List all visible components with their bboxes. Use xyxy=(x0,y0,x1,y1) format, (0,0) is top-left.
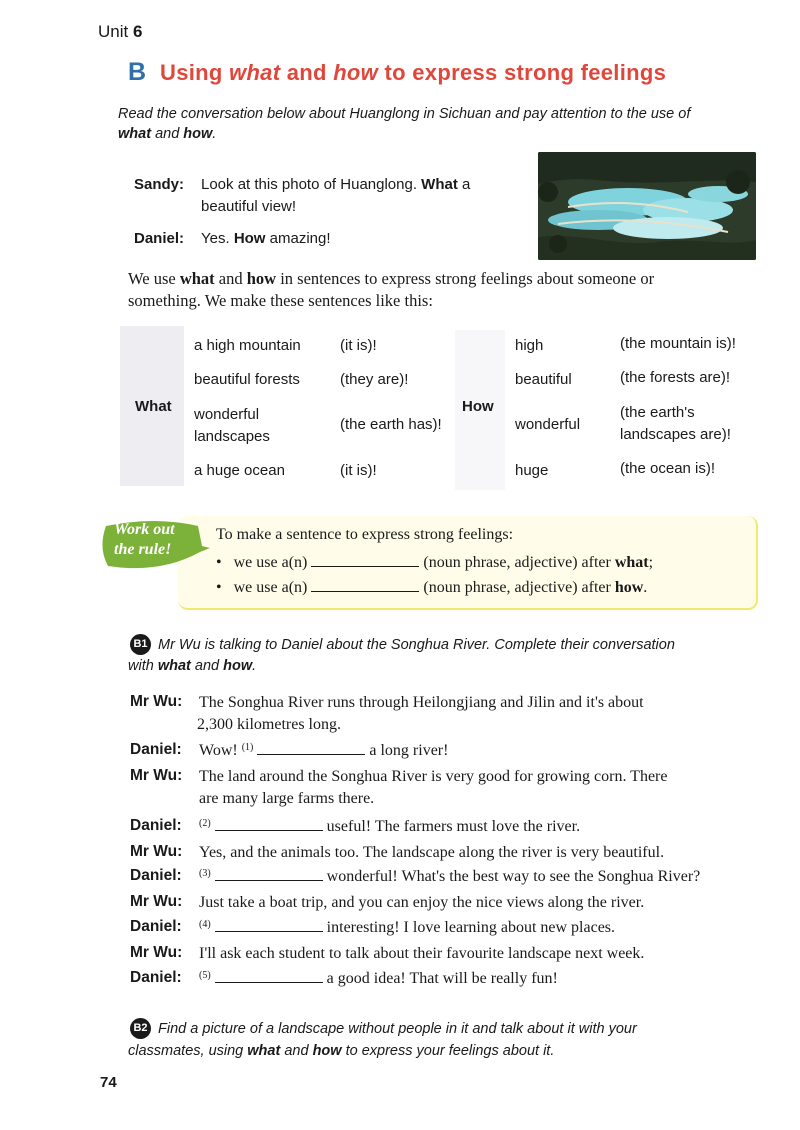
blank-number: (5) xyxy=(199,970,211,981)
what-end: (it is)! xyxy=(340,462,377,479)
line-text: Wow! xyxy=(199,742,242,759)
unit-number: 6 xyxy=(132,22,143,41)
rule-text: we use a(n) xyxy=(233,579,308,596)
title-part: and xyxy=(280,60,334,85)
how-label: How xyxy=(462,398,494,415)
kw-how: how xyxy=(223,658,253,674)
conversation-line: Yes, and the animals too. The landscape along the river is very beautiful. xyxy=(199,844,665,861)
title-what: what xyxy=(229,60,281,85)
end-line: landscapes are)! xyxy=(620,426,731,443)
sandy-line xyxy=(201,174,531,218)
bullet: • xyxy=(216,579,222,596)
how-end: (the forests are)! xyxy=(620,369,731,386)
kw-what: what xyxy=(179,269,215,288)
kw-how: How xyxy=(233,230,266,247)
b2-instruction: Find a picture of a landscape without people in it and talk about it with your xyxy=(158,1021,637,1037)
section-title xyxy=(160,60,666,86)
conversation-line xyxy=(199,766,764,810)
kw-what: what xyxy=(118,126,152,142)
kw-what: What xyxy=(421,176,458,193)
instruction-line: Mr Wu is talking to Daniel about the Songhua River. Complete their conversation xyxy=(158,637,675,653)
blank-number: (4) xyxy=(199,919,211,930)
rule-text: (noun phrase, adjective) after xyxy=(423,554,615,571)
explanation-line xyxy=(128,268,758,290)
badge-line: Work out xyxy=(114,521,175,538)
answer-blank[interactable] xyxy=(311,552,419,567)
dialogue-line xyxy=(201,174,531,196)
answer-blank[interactable] xyxy=(215,866,323,881)
speaker-daniel: Daniel: xyxy=(130,969,182,986)
title-part: Using xyxy=(160,60,230,85)
unit-label xyxy=(98,22,142,42)
page-number: 74 xyxy=(100,1074,117,1091)
line-text: are many large farms there. xyxy=(199,790,375,807)
daniel-line xyxy=(201,228,331,250)
kw-how: how xyxy=(246,269,277,288)
blank-number: (2) xyxy=(199,818,211,829)
instruction-line xyxy=(118,124,758,144)
line-text: interesting! I love learning about new places. xyxy=(322,919,616,936)
dialogue-line: beautiful view! xyxy=(201,198,297,215)
what-phrase: a huge ocean xyxy=(194,462,285,479)
b2-badge: B2 xyxy=(130,1018,151,1039)
exp-part: We use xyxy=(128,269,180,288)
dlg-part: amazing! xyxy=(265,230,331,247)
how-adj: beautiful xyxy=(515,371,572,388)
b1-badge: B1 xyxy=(130,634,151,655)
phrase-line: landscapes xyxy=(194,428,270,445)
speaker-mr-wu: Mr Wu: xyxy=(130,944,183,961)
dlg-part: Look at this photo of Huanglong. xyxy=(201,176,422,193)
end-line: (the earth's xyxy=(620,404,695,421)
instruction-line: Read the conversation below about Huanglong in Sichuan and pay attention to the use of xyxy=(118,106,691,122)
how-end: (the ocean is)! xyxy=(620,460,716,477)
blank-number: (1) xyxy=(241,742,254,753)
rule-item-how xyxy=(216,577,647,597)
what-end: (they are)! xyxy=(340,371,409,388)
speaker-daniel: Daniel: xyxy=(130,741,182,758)
how-adj: wonderful xyxy=(515,416,581,433)
line-text: a long river! xyxy=(365,742,449,759)
b2-instruction-line2 xyxy=(128,1041,748,1061)
section-letter: B xyxy=(128,58,147,86)
conversation-line xyxy=(199,917,615,941)
instruction-word: and xyxy=(280,1043,313,1059)
conversation-line xyxy=(199,816,580,840)
explanation-line: something. We make these sentences like this: xyxy=(128,291,433,310)
instruction-word: . xyxy=(252,658,257,674)
b1-instruction-line2 xyxy=(128,656,728,676)
what-label: What xyxy=(135,398,172,415)
what-phrase: a high mountain xyxy=(194,337,301,354)
answer-blank[interactable] xyxy=(215,917,323,932)
conversation-line xyxy=(199,692,759,736)
badge-line: the rule! xyxy=(114,541,172,558)
speaker-mr-wu: Mr Wu: xyxy=(130,893,183,910)
what-end: (the earth has)! xyxy=(340,416,442,433)
exp-part: and xyxy=(214,269,247,288)
dlg-part: Yes. xyxy=(201,230,234,247)
rule-text: (noun phrase, adjective) after xyxy=(423,579,615,596)
bullet: • xyxy=(216,554,222,571)
section-instruction xyxy=(118,104,758,144)
instruction-word: and xyxy=(155,126,180,142)
blank-number: (3) xyxy=(199,868,211,879)
unit-word: Unit xyxy=(98,22,129,41)
kw-how: how xyxy=(614,579,644,596)
b1-instruction xyxy=(158,635,758,655)
line-text: The land around the Songhua River is very good for growing corn. There xyxy=(199,768,668,785)
line-text: useful! The farmers must love the river. xyxy=(322,818,581,835)
speaker-mr-wu: Mr Wu: xyxy=(130,843,183,860)
speaker-sandy: Sandy: xyxy=(134,176,185,193)
speaker-daniel: Daniel: xyxy=(134,230,185,247)
answer-blank[interactable] xyxy=(311,577,419,592)
what-end: (it is)! xyxy=(340,337,377,354)
how-adj: high xyxy=(515,337,544,354)
exp-part: in sentences to express strong feelings about someone or xyxy=(276,269,655,288)
conversation-line: Just take a boat trip, and you can enjoy the nice views along the river. xyxy=(199,894,645,911)
speaker-mr-wu: Mr Wu: xyxy=(130,693,183,710)
conversation-line xyxy=(199,740,448,764)
instruction-word: classmates, using xyxy=(128,1043,248,1059)
line-text: a good idea! That will be really fun! xyxy=(322,970,558,987)
conversation-line xyxy=(199,968,558,992)
speaker-mr-wu: Mr Wu: xyxy=(130,767,183,784)
instruction-word: . xyxy=(212,126,217,142)
kw-how: how xyxy=(183,126,213,142)
kw-what: what xyxy=(157,658,191,674)
line-text: wonderful! What's the best way to see the Songhua River? xyxy=(322,868,701,885)
work-out-the-rule-badge xyxy=(100,518,210,574)
answer-blank[interactable] xyxy=(215,816,323,831)
speaker-daniel: Daniel: xyxy=(130,817,182,834)
rule-text: ; xyxy=(648,554,654,571)
kw-what: what xyxy=(614,554,649,571)
huanglong-photo xyxy=(538,152,756,260)
instruction-word: and xyxy=(190,658,224,674)
title-part: to express strong feelings xyxy=(378,60,667,85)
rule-text: . xyxy=(643,579,648,596)
speaker-daniel: Daniel: xyxy=(130,867,182,884)
how-end xyxy=(620,402,731,446)
how-adj: huge xyxy=(515,462,549,479)
rule-text: we use a(n) xyxy=(233,554,308,571)
instruction-word: to express your feelings about it. xyxy=(341,1043,555,1059)
kw-how: how xyxy=(312,1043,342,1059)
instruction-word: with xyxy=(128,658,158,674)
what-phrase: beautiful forests xyxy=(194,371,300,388)
kw-what: what xyxy=(247,1043,281,1059)
dlg-part: a xyxy=(457,176,471,193)
how-end: (the mountain is)! xyxy=(620,335,736,352)
title-how: how xyxy=(333,60,379,85)
what-phrase xyxy=(194,404,270,448)
line-text: 2,300 kilometres long. xyxy=(197,716,341,733)
rule-intro: To make a sentence to express strong feelings: xyxy=(216,526,514,543)
conversation-line xyxy=(199,866,700,890)
answer-blank[interactable] xyxy=(215,968,323,983)
speaker-daniel: Daniel: xyxy=(130,918,182,935)
conversation-line: I'll ask each student to talk about their favourite landscape next week. xyxy=(199,945,645,962)
rule-item-what xyxy=(216,552,653,572)
explanation-text xyxy=(128,268,758,312)
answer-blank[interactable] xyxy=(257,740,365,755)
line-text: The Songhua River runs through Heilongjiang and Jilin and it's about xyxy=(199,694,644,711)
phrase-line: wonderful xyxy=(194,406,260,423)
